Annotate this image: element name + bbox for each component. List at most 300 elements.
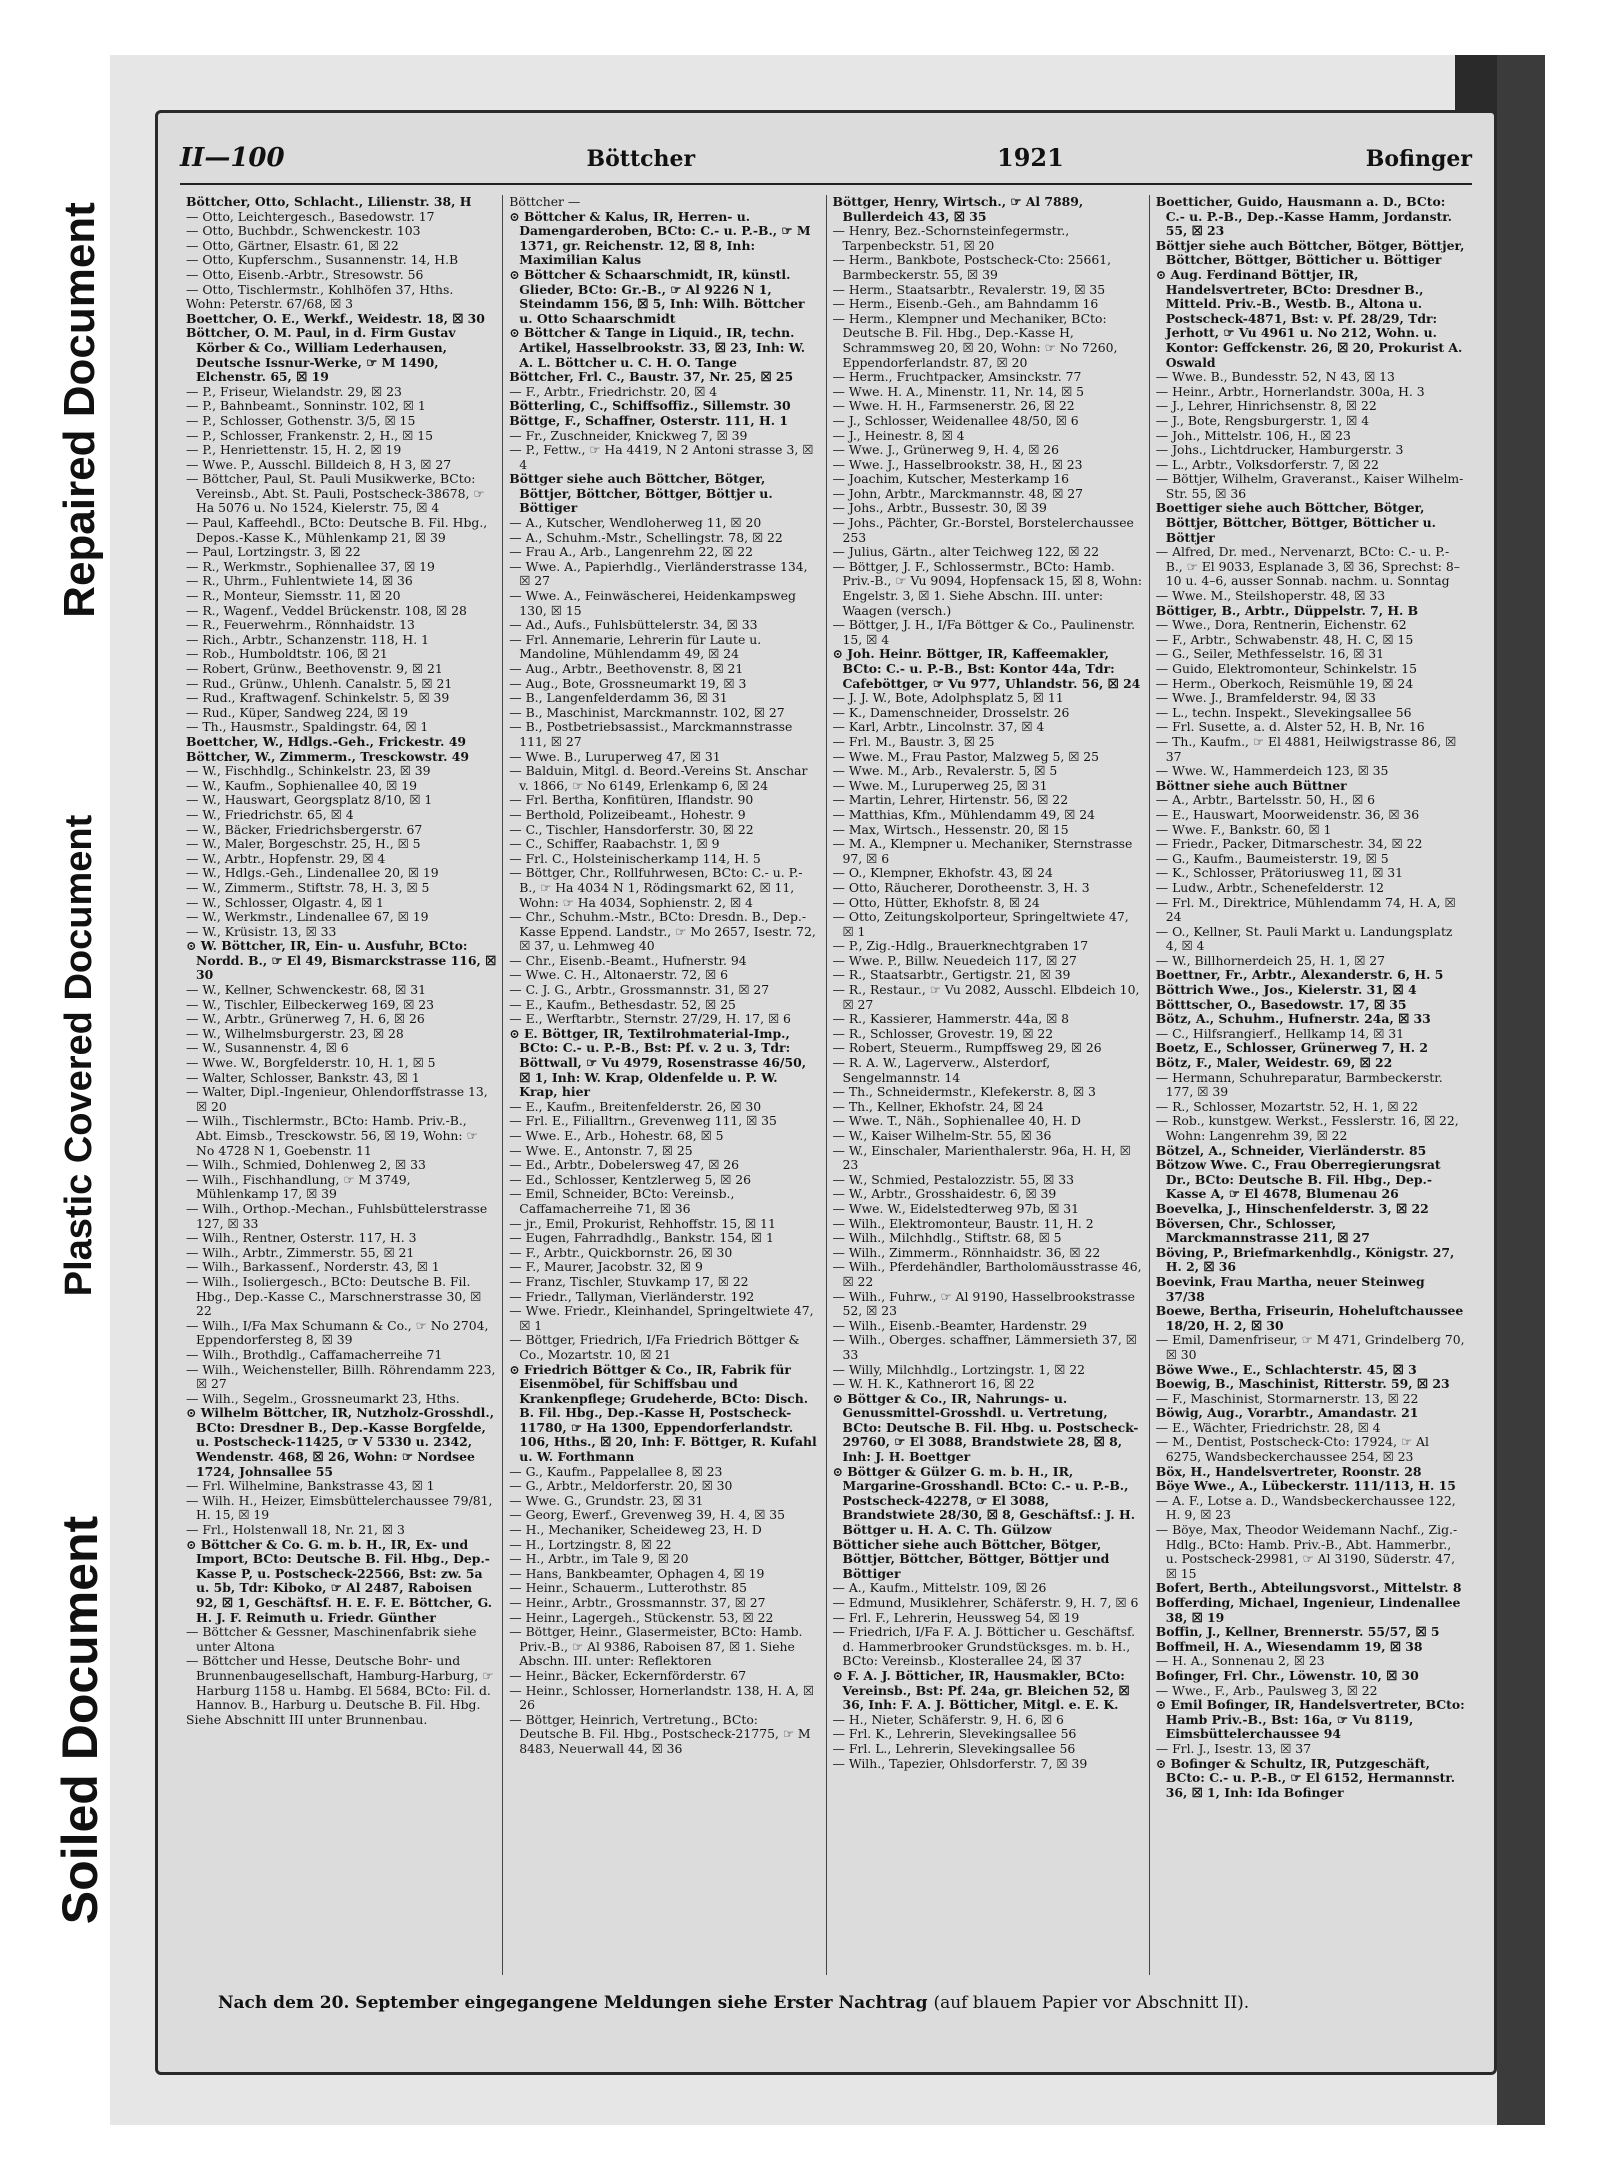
label-repaired-document [40,150,120,670]
directory-entry: — Ed., Arbtr., Dobelersweg 47, ☒ 26 [509,1157,740,1173]
directory-entry: Boffmeil, H. A., Wiesendamm 19, ☒ 38 [1155,1638,1423,1654]
directory-entry: Boffin, J., Kellner, Brennerstr. 55/57, ☒ 5 [1155,1624,1440,1640]
directory-entry: Boettner, Fr., Arbtr., Alexanderstr. 6, H. 5 [1155,967,1444,983]
directory-entry: — F., Arbtr., Friedrichstr. 20, ☒ 4 [509,383,718,399]
directory-entry: — B., Maschinist, Marckmannstr. 102, ☒ 27 [509,704,785,720]
directory-entry: — R., Schlosser, Grovestr. 19, ☒ 22 [832,1025,1054,1041]
directory-entry: — Wwe. P., Ausschl. Billdeich 8, H 3, ☒ 27 [186,456,452,472]
directory-entry: — Wilh., Arbtr., Zimmerstr. 55, ☒ 21 [186,1244,415,1260]
directory-entry: — Wilh., Elektromonteur, Baustr. 11, H. 2 [832,1215,1094,1231]
directory-entry: — Herm., Klempner und Mechaniker, BCto: Deutsche B. Fil. Hbg., Dep.-Kasse H, Schrammsweg 20, ☒ 20, Wohn: ☞ No 7260, Eppendorferlandstr. 87, ☒ 20 [832,310,1118,370]
directory-entry: — Otto, Buchbdr., Schwenckestr. 103 [186,223,421,239]
directory-entry: — Joh., Mittelstr. 106, H., ☒ 23 [1155,427,1351,443]
directory-entry: — W., Fischhdlg., Schinkelstr. 23, ☒ 39 [186,763,431,779]
directory-entry: — Wwe. T., Näh., Sophienallee 40, H. D [832,1113,1081,1129]
directory-entry: — Matthias, Kfm., Mühlendamm 49, ☒ 24 [832,806,1095,822]
directory-entry: — Wwe. J., Hasselbrookstr. 38, H., ☒ 23 [832,456,1083,472]
directory-entry: — P., Zig.-Hdlg., Brauerknechtgraben 17 [832,938,1089,954]
directory-entry: — W., Hdlgs.-Geh., Lindenallee 20, ☒ 19 [186,865,439,881]
directory-entry: Wohn: Peterstr. 67/68, ☒ 3 [186,296,354,312]
directory-entry: — Ed., Schlosser, Kentzlerweg 5, ☒ 26 [509,1171,752,1187]
directory-entry: — Frl. M., Baustr. 3, ☒ 25 [832,733,995,749]
directory-entry: — Wwe. J., Bramfelderstr. 94, ☒ 33 [1155,690,1376,706]
directory-entry: — P., Fettw., ☞ Ha 4419, N 2 Antoni strasse 3, ☒ 4 [509,442,814,472]
directory-entry: Böttiger, B., Arbtr., Düppelstr. 7, H. B [1155,602,1419,618]
directory-entry: Böversen, Chr., Schlosser, Marckmannstrasse 211, ☒ 27 [1155,1215,1370,1246]
directory-entry: — W., Schmied, Pestalozzistr. 55, ☒ 33 [832,1171,1074,1187]
directory-entry: — Henry, Bez.-Schornsteinfegermstr., Tarpenbeckstr. 51, ☒ 20 [832,223,1070,253]
directory-entry: Bötz, F., Maler, Weidestr. 69, ☒ 22 [1155,1055,1393,1071]
directory-entry: — Böttcher, Paul, St. Pauli Musikwerke, BCto: Vereinsb., Abt. St. Pauli, Postscheck-38678, ☞ Ha 5076 u. No 1524, Kielerstr. 75, ☒ 4 [186,471,485,516]
directory-entry: — Frl. K., Lehrerin, Slevekingsallee 56 [832,1726,1077,1742]
column-4 [1150,195,1472,1975]
directory-entry: — Frl. F., Lehrerin, Heussweg 54, ☒ 19 [832,1609,1080,1625]
directory-entry: — Wilh., Tischlermstr., BCto: Hamb. Priv.-B., Abt. Eimsb., Tresckowstr. 56, ☒ 19, Wohn: ☞ No 4728 N 1, Goebenstr. 11 [186,1113,478,1158]
directory-entry: — Friedr., Tallyman, Vierländerstr. 192 [509,1288,755,1304]
directory-entry: — Guido, Elektromonteur, Schinkelstr. 15 [1155,661,1418,676]
directory-entry: — Böttjer, Wilhelm, Graveranst., Kaiser Wilhelm-Str. 55, ☒ 36 [1155,471,1464,501]
directory-entry: — Heinr., Schlosser, Hornerlandstr. 138, H. A, ☒ 26 [509,1682,814,1713]
directory-entry: — Johs., Arbtr., Bussestr. 30, ☒ 39 [832,500,1047,516]
directory-entry: Böwe Wwe., E., Schlachterstr. 45, ☒ 3 [1155,1361,1417,1377]
directory-entry: — Walter, Schlosser, Bankstr. 43, ☒ 1 [186,1069,420,1085]
directory-entry: — Th., Schneidermstr., Klefekerstr. 8, ☒ 3 [832,1084,1096,1100]
directory-entry: — H. A., Sonnenau 2, ☒ 23 [1155,1653,1325,1669]
directory-entry: ⊙ Böttcher & Kalus, IR, Herren- u. Damengarderoben, BCto: C.- u. P.-B., ☞ M 1371, gr. Reichenstr. 12, ☒ 8, Inh: Maximilian Kalus [509,208,811,268]
directory-entry: Boewig, B., Maschinist, Ritterstr. 59, ☒ 23 [1155,1376,1450,1392]
directory-entry: — F., Maschinist, Stormarnerstr. 13, ☒ 22 [1155,1390,1419,1406]
directory-entry: — W., Hauswart, Georgsplatz 8/10, ☒ 1 [186,792,433,808]
directory-entry: — J., Heinestr. 8, ☒ 4 [832,427,965,443]
directory-columns [180,195,1472,1975]
directory-entry: Böttge, F., Schaffner, Osterstr. 111, H. 1 [509,412,789,428]
directory-entry: — Paul, Kaffeehdl., BCto: Deutsche B. Fil. Hbg., Depos.-Kasse K., Mühlenkamp 21, ☒ 39 [186,515,488,545]
directory-entry: Boetz, E., Schlosser, Grünerweg 7, H. 2 [1155,1040,1428,1056]
directory-entry: — R. A. W., Lagerverw., Alsterdorf, Sengelmannstr. 14 [832,1055,1051,1085]
directory-entry: — Wwe. W., Borgfelderstr. 10, H. 1, ☒ 5 [186,1055,436,1071]
directory-entry: — Wilh., Schmied, Dohlenweg 2, ☒ 33 [186,1157,426,1173]
directory-page [155,110,1497,2075]
directory-entry: — Martin, Lehrer, Hirtenstr. 56, ☒ 22 [832,792,1069,808]
directory-entry: — W., Arbtr., Hopfenstr. 29, ☒ 4 [186,850,386,866]
directory-entry: — Böttger, Chr., Rollfuhrwesen, BCto: C.- u. P.-B., ☞ Ha 4034 N 1, Rödingsmarkt 62, ☒ 11, Wohn: ☞ Ha 4034, Sophienstr. 2, ☒ 4 [509,865,803,910]
directory-entry: — W., Krüsistr. 13, ☒ 33 [186,923,337,939]
directory-entry: — W., Schlosser, Olgastr. 4, ☒ 1 [186,894,384,910]
directory-entry: Bofferding, Michael, Ingenieur, Lindenallee 38, ☒ 19 [1155,1595,1461,1625]
directory-entry: ⊙ Aug. Ferdinand Böttjer, IR, Handelsvertreter, BCto: Dresdner B., Mitteld. Priv.-B., Westb. B., Altona u. Postscheck-4871, Bst: v. Pf. 28/29, Tdr: Jerhott, ☞ Vu 4961 u. No 212, Wohn. u. Kontor: Geffckenstr. 26, ☒ 20, Prokurist A. Oswald [1155,266,1463,370]
directory-entry: — B., Postbetriebsassist., Marckmannstrasse 111, ☒ 27 [509,719,793,749]
directory-entry: — Herm., Oberkoch, Reismühle 19, ☒ 24 [1155,675,1414,691]
page-footer [218,1993,1464,2013]
directory-entry: — Herm., Fruchtpacker, Amsinckstr. 77 [832,369,1082,385]
directory-entry: ⊙ Böttcher & Schaarschmidt, IR, künstl. Glieder, BCto: Gr.-B., ☞ Al 9226 N 1, Steindamm 156, ☒ 5, Inh: Wilh. Böttcher u. Otto Schaarschmidt [509,266,805,326]
directory-entry: — Wwe. A., Feinwäscherei, Heidenkampsweg 130, ☒ 15 [509,588,796,618]
directory-entry: Böttcher, W., Zimmerm., Tresckowstr. 49 [186,748,469,764]
directory-entry: Böye Wwe., A., Lübeckerstr. 111/113, H. 15 [1155,1478,1456,1494]
directory-entry: — Böttcher und Hesse, Deutsche Bohr- und Brunnenbaugesellschaft, Hamburg-Harburg, ☞ Harburg 1158 u. Hambg. El 5684, BCto: Fil. d. Hannov. B., Harburg u. Deutsche B. Fil. Hbg. [186,1653,494,1713]
directory-entry: — Ad., Aufs., Fuhlsbüttelerstr. 34, ☒ 33 [509,617,758,633]
directory-entry: — Heinr., Schauerm., Lutterothstr. 85 [509,1580,748,1596]
directory-entry: — Otto, Eisenb.-Arbtr., Stresowstr. 56 [186,266,424,282]
directory-entry: — Wilh., Fuhrw., ☞ Al 9190, Hasselbrookstrasse 52, ☒ 23 [832,1288,1135,1319]
directory-entry: — Fr., Zuschneider, Knickweg 7, ☒ 39 [509,427,748,443]
side-labels [40,150,120,2000]
directory-entry: — W., Arbtr., Grünerweg 7, H. 6, ☒ 26 [186,1011,425,1027]
directory-entry: — Frl. Susette, a. d. Alster 52, H. B, Nr. 16 [1155,719,1425,735]
directory-entry: — W., Kellner, Schwenckestr. 68, ☒ 31 [186,982,426,998]
directory-entry: — G., Seiler, Methfesselstr. 16, ☒ 31 [1155,646,1385,662]
directory-entry: — Wilh., Tapezier, Ohlsdorferstr. 7, ☒ 39 [832,1755,1088,1771]
directory-entry: — E., Werftarbtr., Sternstr. 27/29, H. 17, ☒ 6 [509,1011,791,1027]
directory-entry: — Wwe. B., Luruperweg 47, ☒ 31 [509,748,721,764]
directory-entry: — J., Schlosser, Weidenallee 48/50, ☒ 6 [832,412,1079,428]
directory-entry: — Johs., Lichtdrucker, Hamburgerstr. 3 [1155,442,1404,458]
directory-entry: — Böttger, J. H., I/Fa Böttger & Co., Paulinenstr. 15, ☒ 4 [832,617,1136,647]
directory-entry: — Wwe. J., Grünerweg 9, H. 4, ☒ 26 [832,442,1060,458]
directory-entry: — Frau A., Arb., Langenrehm 22, ☒ 22 [509,544,754,560]
header-left-word: Böttcher [586,146,696,172]
directory-entry: — Johs., Pächter, Gr.-Borstel, Borstelerchaussee 253 [832,515,1134,545]
directory-entry: — Otto, Hütter, Ekhofstr. 8, ☒ 24 [832,894,1040,910]
directory-entry: — W., Wilhelmsburgerstr. 23, ☒ 28 [186,1025,404,1041]
directory-entry: — P., Friseur, Wielandstr. 29, ☒ 23 [186,383,402,399]
directory-entry: — B., Langenfelderdamm 36, ☒ 31 [509,690,728,706]
directory-entry: — Herm., Bankbote, Postscheck-Cto: 25661, Barmbeckerstr. 55, ☒ 39 [832,252,1112,282]
directory-entry: — Wwe. W., Eidelstedterweg 97b, ☒ 31 [832,1200,1080,1216]
directory-entry: — jr., Emil, Prokurist, Rehhoffstr. 15, ☒ 11 [509,1215,776,1231]
directory-entry: Böttcher, Frl. C., Baustr. 37, Nr. 25, ☒ 25 [509,369,794,385]
directory-entry: — Wilh., Zimmerm., Rönnhaidstr. 36, ☒ 22 [832,1244,1101,1260]
directory-entry: Bofinger, Frl. Chr., Löwenstr. 10, ☒ 30 [1155,1667,1419,1683]
directory-entry: ⊙ Böttcher & Co. G. m. b. H., IR, Ex- und Import, BCto: Deutsche B. Fil. Hbg., Dep.-Kasse P, u. Postscheck-22566, Bst: zw. 5a u. 5b, Tdr: Kiboko, ☞ Al 2487, Raboisen 92, ☒ 1, Geschäftsf. H. E. F. E. Böttcher, G. H. J. F. Reimuth u. Friedr. Günther [186,1536,493,1625]
directory-entry: — Böttcher & Gessner, Maschinenfabrik siehe unter Altona [186,1624,477,1654]
directory-entry: — Wilh., Brothdlg., Caffamacherreihe 71 [186,1346,443,1362]
directory-entry: — Th., Hausmstr., Spaldingstr. 64, ☒ 1 [186,719,429,735]
directory-entry: Böttcher, O. M. Paul, in d. Firm Gustav Körber & Co., William Lederhausen, Deutsche Issnur-Werke, ☞ M 1490, Elchenstr. 65, ☒ 19 [186,325,456,385]
directory-entry: — Otto, Räucherer, Dorotheenstr. 3, H. 3 [832,879,1090,895]
directory-entry: — Wwe., Dora, Rentnerin, Eichenstr. 62 [1155,617,1407,633]
directory-entry: — Walter, Dipl.-Ingenieur, Ohlendorffstrasse 13, ☒ 20 [186,1084,488,1114]
directory-entry: ⊙ Emil Bofinger, IR, Handelsvertreter, BCto: Hamb Priv.-B., Bst: 16a, ☞ Vu 8119, Eimsbüttelerchaussee 94 [1155,1697,1465,1742]
directory-entry: Böx, H., Handelsvertreter, Roonstr. 28 [1155,1463,1422,1479]
directory-entry: — Wwe. G., Grundstr. 23, ☒ 31 [509,1492,704,1508]
directory-entry: — W., Friedrichstr. 65, ☒ 4 [186,806,354,822]
directory-entry: — Chr., Schuhm.-Mstr., BCto: Dresdn. B., Dep.-Kasse Eppend. Landstr., ☞ Mo 2657, Isestr. 72, ☒ 37, u. Lehmweg 40 [509,909,816,954]
directory-entry: — W., Bäcker, Friedrichsbergerstr. 67 [186,821,423,837]
directory-entry: — Frl., Holstenwall 18, Nr. 21, ☒ 3 [186,1522,405,1538]
directory-entry: — Heinr., Bäcker, Eckernförderstr. 67 [509,1667,747,1683]
directory-entry: Boevink, Frau Martha, neuer Steinweg 37/38 [1155,1273,1425,1304]
directory-entry: — Heinr., Arbtr., Grossmannstr. 37, ☒ 27 [509,1595,766,1610]
directory-entry: — O., Kellner, St. Pauli Markt u. Landungsplatz 4, ☒ 4 [1155,923,1453,954]
directory-entry: — W., Kaiser Wilhelm-Str. 55, ☒ 36 [832,1128,1052,1143]
footer-text: Nach dem 20. September eingegangene Meldungen siehe Erster Nachtrag [218,1993,928,2013]
directory-entry: — P., Schlosser, Frankenstr. 2, H., ☒ 15 [186,427,433,443]
directory-entry: — Hermann, Schuhreparatur, Barmbeckerstr. 177, ☒ 39 [1155,1069,1443,1100]
directory-entry: — Rob., kunstgew. Werkst., Fesslerstr. 16, ☒ 22, Wohn: Langenrehm 39, ☒ 22 [1155,1113,1459,1143]
directory-entry: — W., Arbtr., Grosshaidestr. 6, ☒ 39 [832,1186,1057,1202]
directory-entry: — P., Henriettenstr. 15, H. 2, ☒ 19 [186,442,402,458]
directory-entry: ⊙ Wilhelm Böttcher, IR, Nutzholz-Grosshdl., BCto: Dresdner B., Dep.-Kasse Borgfelde, u. Postscheck-11425, ☞ V 5330 u. 2342, Wendenstr. 468, ☒ 26, Wohn: ☞ Nordsee 1724, Johnsallee 55 [186,1405,495,1479]
directory-entry: — Frl. J., Isestr. 13, ☒ 37 [1155,1740,1312,1756]
directory-entry: — Wilh., Isoliergesch., BCto: Deutsche B. Fil. Hbg., Dep.-Kasse C., Marschnerstrasse 30, ☒ 22 [186,1273,482,1319]
directory-entry: Böttcher, Otto, Schlacht., Lilienstr. 38, H [186,195,472,209]
page-header [180,143,1472,185]
directory-entry: Bötz, A., Schuhm., Hufnerstr. 24a, ☒ 33 [1155,1011,1431,1027]
directory-entry: — G., Arbtr., Meldorferstr. 20, ☒ 30 [509,1478,733,1494]
directory-entry: — Herm., Eisenb.-Geh., am Bahndamm 16 [832,296,1099,312]
directory-entry: Bötzel, A., Schneider, Vierländerstr. 85 [1155,1142,1427,1158]
directory-entry: — Paul, Lortzingstr. 3, ☒ 22 [186,544,361,560]
directory-entry: — Wilh., Pferdehändler, Bartholomäusstrasse 46, ☒ 22 [832,1259,1142,1289]
directory-entry: — Wwe. F., Bankstr. 60, ☒ 1 [1155,821,1332,837]
directory-entry: — K., Schlosser, Prätoriusweg 11, ☒ 31 [1155,865,1404,881]
directory-entry: — Chr., Eisenb.-Beamt., Hufnerstr. 94 [509,952,747,968]
directory-entry: — Wwe. Friedr., Kleinhandel, Springeltwiete 47, ☒ 1 [509,1303,814,1333]
directory-entry: Bötzow Wwe. C., Frau Oberregierungsrat Dr., BCto: Deutsche B. Fil. Hbg., Dep.-Kasse A, ☞ El 4678, Blumenau 26 [1155,1157,1441,1202]
column-2 [503,195,826,1975]
directory-entry: — H., Lortzingstr. 8, ☒ 22 [509,1536,672,1552]
directory-entry: — Edmund, Musiklehrer, Schäferstr. 9, H. 7, ☒ 6 [832,1595,1139,1610]
directory-entry: — Otto, Zeitungskolporteur, Springeltwiete 47, ☒ 1 [832,909,1129,939]
directory-entry: Böttger, Henry, Wirtsch., ☞ Al 7889, Bullerdeich 43, ☒ 35 [832,195,1084,224]
directory-entry: — Hans, Bankbeamter, Ophagen 4, ☒ 19 [509,1565,765,1581]
directory-entry: — J., Lehrer, Hinrichsenstr. 8, ☒ 22 [1155,398,1377,414]
directory-entry: — Otto, Tischlermstr., Kohlhöfen 37, Hths. [186,281,454,297]
directory-entry: Boettcher, W., Hdlgs.-Geh., Frickestr. 49 [186,733,467,749]
directory-entry: — Böttger, Friedrich, I/Fa Friedrich Böttger & Co., Mozartstr. 10, ☒ 21 [509,1332,800,1362]
directory-entry: Böttrich Wwe., Jos., Kielerstr. 31, ☒ 4 [1155,982,1417,998]
directory-entry: — Frl. Annemarie, Lehrerin für Laute u. Mandoline, Mühlendamm 49, ☒ 24 [509,631,762,662]
directory-entry: ⊙ F. A. J. Bötticher, IR, Hausmakler, BCto: Vereinsb., Bst: Pf. 24a, gr. Bleichen 52, ☒ 36, Inh: F. A. J. Bötticher, Mitgl. e. E. K. [832,1667,1130,1713]
directory-entry: Böving, P., Briefmarkenhdlg., Königstr. 27, H. 2, ☒ 36 [1155,1244,1455,1275]
sheet-right-shadow [1497,55,1545,2125]
directory-entry: — Wilh., Oberges. schaffner, Lämmersieth 37, ☒ 33 [832,1332,1137,1362]
directory-entry: — Wwe. M., Luruperweg 25, ☒ 31 [832,777,1048,793]
directory-entry: — E., Kaufm., Breitenfelderstr. 26, ☒ 30 [509,1098,762,1114]
directory-entry: — Wwe. M., Steilshoperstr. 48, ☒ 33 [1155,588,1386,604]
directory-entry: — P., Bahnbeamt., Sonninstr. 102, ☒ 1 [186,398,426,414]
directory-entry: ⊙ Friedrich Böttger & Co., IR, Fabrik für Eisenmöbel, für Schiffsbau und Krankenpflege; Grudeherde, BCto: Disch. B. Fil. Hbg., Dep.-Kasse H, Postscheck-11780, ☞ Ha 1300, Eppendorferlandstr. 106, Hths., ☒ 20, Inh: F. Böttger, R. Kufahl u. W. Forthmann [509,1361,817,1465]
directory-entry: — Wwe. H. A., Minenstr. 11, Nr. 14, ☒ 5 [832,383,1085,399]
column-1 [180,195,503,1975]
directory-entry: — Wilh., Eisenb.-Beamter, Hardenstr. 29 [832,1317,1088,1333]
directory-entry: — Böye, Max, Theodor Weidemann Nachf., Zig.-Hdlg., BCto: Hamb. Priv.-B., Abt. Hammerbr., u. Postscheck-29981, ☞ Al 3190, Süderstr. 47, ☒ 15 [1155,1522,1458,1581]
directory-entry: Böwig, Aug., Vorarbtr., Amandastr. 21 [1155,1405,1419,1421]
directory-entry: — R., Restaur., ☞ Vu 2082, Ausschl. Elbdeich 10, ☒ 27 [832,982,1140,1012]
directory-entry: — Frl. C., Holsteinischerkamp 114, H. 5 [509,850,761,866]
directory-entry: — Otto, Gärtner, Elsastr. 61, ☒ 22 [186,237,399,253]
directory-entry: — F., Arbtr., Schwabenstr. 48, H. C, ☒ 15 [1155,631,1414,647]
directory-entry: — Wwe. M., Arb., Revalerstr. 5, ☒ 5 [832,763,1058,779]
directory-entry: — Otto, Leichtergesch., Basedowstr. 17 [186,208,435,224]
directory-entry: — W., Billhornerdeich 25, H. 1, ☒ 27 [1155,952,1386,968]
directory-entry: ⊙ Bofinger & Schultz, IR, Putzgeschäft, BCto: C.- u. P.-B., ☞ El 6152, Hermannstr. 36, ☒ 1, Inh: Ida Bofinger [1155,1755,1456,1800]
footer-tail: (auf blauem Papier vor Abschnitt II). [933,1993,1250,2013]
directory-entry: — W., Kaufm., Sophienallee 40, ☒ 19 [186,777,417,793]
label-plastic-text: Plastic Covered Document [58,814,101,1296]
label-repaired-text: Repaired Document [55,202,105,618]
directory-entry: — Wwe. W., Hammerdeich 123, ☒ 35 [1155,763,1389,779]
directory-entry: — Th., Kaufm., ☞ El 4881, Heilwigstrasse 86, ☒ 37 [1155,733,1457,764]
directory-entry: — Böttger, Heinrich, Vertretung., BCto: Deutsche B. Fil. Hbg., Postscheck-21775, ☞ M 8483, Neuerwall 44, ☒ 36 [509,1711,811,1756]
directory-entry: — Ludw., Arbtr., Schenefelderstr. 12 [1155,879,1384,895]
directory-entry: — Emil, Damenfriseur, ☞ M 471, Grindelberg 70, ☒ 30 [1155,1332,1465,1362]
directory-entry: ⊙ Joh. Heinr. Böttger, IR, Kaffeemakler, BCto: C.- u. P.-B., Bst: Kontor 44a, Tdr: Cafeböttger, ☞ Vu 977, Uhlandstr. 56, ☒ 24 [832,646,1141,691]
label-soiled-text: Soiled Document [52,1515,108,1925]
directory-entry: — R., Feuerwehrm., Rönnhaidstr. 13 [186,617,415,633]
directory-entry: — Wwe. M., Frau Pastor, Malzweg 5, ☒ 25 [832,748,1100,764]
directory-entry: — A. F., Lotse a. D., Wandsbeckerchaussee 122, H. 9, ☒ 23 [1155,1492,1456,1523]
directory-entry: — Frl. Wilhelmine, Bankstrasse 43, ☒ 1 [186,1478,435,1494]
directory-entry: ⊙ W. Böttcher, IR, Ein- u. Ausfuhr, BCto: Nordd. B., ☞ El 49, Bismarckstrasse 116, ☒ 30 [186,938,497,983]
directory-entry: — A., Kaufm., Mittelstr. 109, ☒ 26 [832,1580,1047,1596]
label-plastic-covered-document [40,710,120,1400]
directory-entry: — G., Kaufm., Baumeisterstr. 19, ☒ 5 [1155,850,1389,866]
directory-entry: — Heinr., Lagergeh., Stückenstr. 53, ☒ 22 [509,1609,774,1625]
directory-entry: — Georg, Ewerf., Grevenweg 39, H. 4, ☒ 35 [509,1507,786,1523]
directory-entry: — F., Maurer, Jacobstr. 32, ☒ 9 [509,1259,703,1275]
directory-entry: Boetticher, Guido, Hausmann a. D., BCto: C.- u. P.-B., Dep.-Kasse Hamm, Jordanstr. 55, ☒ 23 [1155,195,1452,239]
directory-entry: — W., Tischler, Eilbeckerweg 169, ☒ 23 [186,996,435,1012]
directory-entry: — H., Mechaniker, Scheideweg 23, H. D [509,1522,762,1538]
directory-entry: — Friedrich, I/Fa F. A. J. Bötticher u. Geschäftsf. d. Hammerbrooker Grundstücksges. m. b. H., BCto: Vereinsb., Klosterallee 24, ☒ 37 [832,1624,1136,1669]
directory-entry: — Wwe., F., Arb., Paulsweg 3, ☒ 22 [1155,1682,1378,1698]
directory-entry: — W., Zimmerm., Stiftstr. 78, H. 3, ☒ 5 [186,879,430,895]
directory-entry: — Wilh., Milchhdlg., Stiftstr. 68, ☒ 5 [832,1230,1062,1246]
directory-entry: — P., Schlosser, Gothenstr. 3/5, ☒ 15 [186,412,416,428]
directory-entry: Bofert, Berth., Abteilungsvorst., Mittelstr. 8 [1155,1580,1462,1596]
directory-entry: — Frl. L., Lehrerin, Slevekingsallee 56 [832,1740,1076,1756]
directory-entry: — Wilh., Weichensteller, Billh. Röhrendamm 223, ☒ 27 [186,1361,496,1392]
directory-entry: — L., Arbtr., Volksdorferstr. 7, ☒ 22 [1155,456,1379,472]
directory-entry: — Robert, Steuerm., Rumpffsweg 29, ☒ 26 [832,1040,1102,1056]
directory-entry: — W., Einschaler, Marienthalerstr. 96a, H. H, ☒ 23 [832,1142,1131,1173]
directory-entry: — Friedr., Packer, Ditmarschestr. 34, ☒ 22 [1155,836,1423,852]
directory-entry: Böttcher — [509,195,581,209]
directory-entry: — R., Wagenf., Veddel Brückenstr. 108, ☒ 28 [186,602,467,618]
directory-entry: — Heinr., Arbtr., Hornerlandstr. 300a, H. 3 [1155,383,1425,399]
directory-entry: Bötttscher, O., Basedowstr. 17, ☒ 35 [1155,996,1407,1012]
directory-entry: — Max, Wirtsch., Hessenstr. 20, ☒ 15 [832,821,1069,837]
directory-entry: — Wilh., Barkassenf., Norderstr. 43, ☒ 1 [186,1259,440,1275]
directory-entry: — Robert, Grünw., Beethovenstr. 9, ☒ 21 [186,661,443,676]
directory-entry: ⊙ Böttcher & Tange in Liquid., IR, techn. Artikel, Hasselbrookstr. 33, ☒ 23, Inh: W. A. L. Böttcher u. C. H. O. Tange [509,325,806,370]
directory-entry: — Wilh., Orthop.-Mechan., Fuhlsbüttelerstrasse 127, ☒ 33 [186,1200,488,1231]
directory-entry: — Joachim, Kutscher, Mesterkamp 16 [832,471,1070,487]
directory-entry: Boewe, Bertha, Friseurin, Hoheluftchaussee 18/20, H. 2, ☒ 30 [1155,1303,1464,1333]
directory-entry: — C., Tischler, Hansdorferstr. 30, ☒ 22 [509,821,754,837]
directory-entry: ⊙ E. Böttger, IR, Textilrohmaterial-Imp., BCto: C.- u. P.-B., Bst: Pf. v. 2 u. 3, Tdr: Böttwall, ☞ Vu 4979, Rosenstrasse 46/50, ☒ 1, Inh: W. Krap, Oldenfelde u. P. W. Krap, hier [509,1025,807,1100]
directory-entry: — K., Damenschneider, Drosselstr. 26 [832,704,1070,720]
directory-entry: — Karl, Arbtr., Lincolnstr. 37, ☒ 4 [832,719,1045,735]
directory-entry: — L., techn. Inspekt., Slevekingsallee 56 [1155,704,1412,720]
directory-entry: — C., Hilfsrangierf., Hellkamp 14, ☒ 31 [1155,1025,1405,1041]
directory-entry: — E., Wächter, Friedrichstr. 28, ☒ 4 [1155,1419,1381,1435]
directory-entry: — G., Kaufm., Pappelallee 8, ☒ 23 [509,1463,723,1479]
directory-entry: — R., Werkmstr., Sophienallee 37, ☒ 19 [186,558,435,574]
directory-entry: — Frl. E., Filialltrn., Grevenweg 111, ☒ 35 [509,1113,777,1129]
directory-entry: — R., Kassierer, Hammerstr. 44a, ☒ 8 [832,1011,1070,1027]
directory-entry: — Wwe. B., Bundesstr. 52, N 43, ☒ 13 [1155,369,1395,385]
header-year: 1921 [997,143,1064,172]
directory-entry: — Wwe. P., Billw. Neuedeich 117, ☒ 27 [832,952,1077,968]
directory-entry: — E., Kaufm., Bethesdastr. 52, ☒ 25 [509,996,736,1012]
directory-entry: — O., Klempner, Ekhofstr. 43, ☒ 24 [832,865,1053,881]
directory-entry: — Balduin, Mitgl. d. Beord.-Vereins St. Anschar v. 1866, ☞ No 6149, Erlenkamp 6, ☒ 24 [509,763,808,793]
header-right-word: Bofinger [1365,146,1472,172]
directory-entry: Böttger siehe auch Böttcher, Bötger, Böttjer, Böttcher, Böttger, Böttjer u. Böttiger [509,471,773,516]
directory-entry: — Emil, Schneider, BCto: Vereinsb., Caffamacherreihe 71, ☒ 36 [509,1186,735,1216]
directory-entry: — E., Hauswart, Moorweidenstr. 36, ☒ 36 [1155,806,1420,822]
directory-entry: Boettiger siehe auch Böttcher, Bötger, Böttjer, Böttcher, Böttger, Bötticher u. Böttjer [1155,500,1436,545]
label-soiled-document [40,1440,120,2000]
page-number: II—100 [180,143,285,173]
directory-entry: — John, Arbtr., Marckmannstr. 48, ☒ 27 [832,485,1084,501]
directory-entry: — Wwe. C. H., Altonaerstr. 72, ☒ 6 [509,967,728,983]
directory-entry: — F., Arbtr., Quickbornstr. 26, ☒ 30 [509,1244,733,1260]
directory-entry: — H., Nieter, Schäferstr. 9, H. 6, ☒ 6 [832,1711,1064,1727]
directory-entry: — C., Schiffer, Raabachstr. 1, ☒ 9 [509,836,720,852]
directory-entry: Bötterling, C., Schiffsoffiz., Sillemstr. 30 [509,398,791,414]
directory-entry: — Wilh., Segelm., Grossneumarkt 23, Hths. [186,1390,460,1406]
directory-entry: Boettcher, O. E., Werkf., Weidestr. 18, ☒ 30 [186,310,485,326]
directory-entry: — W., Susannenstr. 4, ☒ 6 [186,1040,349,1056]
directory-entry: — Böttger, Heinr., Glasermeister, BCto: Hamb. Priv.-B., ☞ Al 9386, Raboisen 87, ☒ 1. Siehe Abschn. III. unter: Reflektoren [509,1624,803,1669]
directory-entry: Böttner siehe auch Büttner [1155,777,1347,793]
directory-entry: — Frl. Bertha, Konfitüren, Iflandstr. 90 [509,792,754,808]
directory-entry: — Wilh., Rentner, Osterstr. 117, H. 3 [186,1230,417,1246]
directory-entry: Boevelka, J., Hinschenfelderstr. 3, ☒ 22 [1155,1200,1429,1216]
directory-entry: — A., Kutscher, Wendloherweg 11, ☒ 20 [509,515,762,531]
directory-entry: — W., Maler, Borgeschstr. 25, H., ☒ 5 [186,836,421,852]
directory-entry: — Julius, Gärtn., alter Teichweg 122, ☒ 22 [832,544,1100,560]
directory-entry: — Berthold, Polizeibeamt., Hohestr. 9 [509,806,746,822]
directory-entry: — W. H. K., Kathnerort 16, ☒ 22 [832,1376,1035,1392]
directory-entry: — Wwe. E., Arb., Hohestr. 68, ☒ 5 [509,1128,724,1143]
directory-entry: — Wwe. A., Papierhdlg., Vierländerstrasse 134, ☒ 27 [509,558,808,589]
directory-entry: — Rud., Grünw., Uhlenh. Canalstr. 5, ☒ 21 [186,675,453,691]
directory-entry: — Rich., Arbtr., Schanzenstr. 118, H. 1 [186,631,430,647]
directory-entry: — J. J. W., Bote, Adolphsplatz 5, ☒ 11 [832,690,1064,706]
directory-entry: Böttjer siehe auch Böttcher, Bötger, Böttjer, Böttcher, Böttger, Bötticher u. Böttiger [1155,237,1465,268]
directory-entry: — Otto, Kupferschm., Susannenstr. 14, H.B [186,252,459,268]
directory-entry: — Eugen, Fahrradhdlg., Bankstr. 154, ☒ 1 [509,1230,774,1246]
directory-entry: — W., Werkmstr., Lindenallee 67, ☒ 19 [186,909,429,925]
directory-entry: — R., Monteur, Siemsstr. 11, ☒ 20 [186,588,401,604]
directory-entry: — H., Arbtr., im Tale 9, ☒ 20 [509,1551,689,1567]
directory-entry: — C. J. G., Arbtr., Grossmannstr. 31, ☒ 27 [509,982,770,998]
directory-entry: — Franz, Tischler, Stuvkamp 17, ☒ 22 [509,1273,749,1289]
directory-entry: — R., Staatsarbtr., Gertigstr. 21, ☒ 39 [832,967,1071,983]
scanned-sheet [110,55,1545,2125]
directory-entry: — Wwe. E., Antonstr. 7, ☒ 25 [509,1142,693,1158]
directory-entry: — Aug., Bote, Grossneumarkt 19, ☒ 3 [509,675,747,691]
directory-entry: — Alfred, Dr. med., Nervenarzt, BCto: C.- u. P.-B., ☞ El 9033, Esplanade 3, ☒ 36, Sprechst: 8–10 u. 4–6, ausser Sonnab. nachm. u. Sonntag [1155,544,1460,589]
directory-entry: — Rob., Humboldtstr. 106, ☒ 21 [186,646,388,662]
directory-entry: — M. A., Klempner u. Mechaniker, Sternstrasse 97, ☒ 6 [832,836,1133,866]
directory-entry: — A., Schuhm.-Mstr., Schellingstr. 78, ☒ 22 [509,529,783,545]
directory-entry: — R., Schlosser, Mozartstr. 52, H. 1, ☒ 22 [1155,1098,1419,1114]
directory-entry: — Th., Kellner, Ekhofstr. 24, ☒ 24 [832,1098,1044,1114]
directory-entry: — Aug., Arbtr., Beethovenstr. 8, ☒ 21 [509,661,744,676]
directory-entry: — Wwe. H. H., Farmsenerstr. 26, ☒ 22 [832,398,1075,414]
directory-entry: — Rud., Kraftwagenf. Schinkelstr. 5, ☒ 39 [186,690,450,706]
directory-entry: — Rud., Küper, Sandweg 224, ☒ 19 [186,704,408,720]
directory-entry: — Willy, Milchhdlg., Lortzingstr. 1, ☒ 22 [832,1361,1085,1377]
directory-entry: — Wilh. H., Heizer, Eimsbüttelerchaussee 79/81, H. 15, ☒ 19 [186,1492,493,1523]
directory-entry: — J., Bote, Rengsburgerstr. 1, ☒ 4 [1155,412,1370,428]
